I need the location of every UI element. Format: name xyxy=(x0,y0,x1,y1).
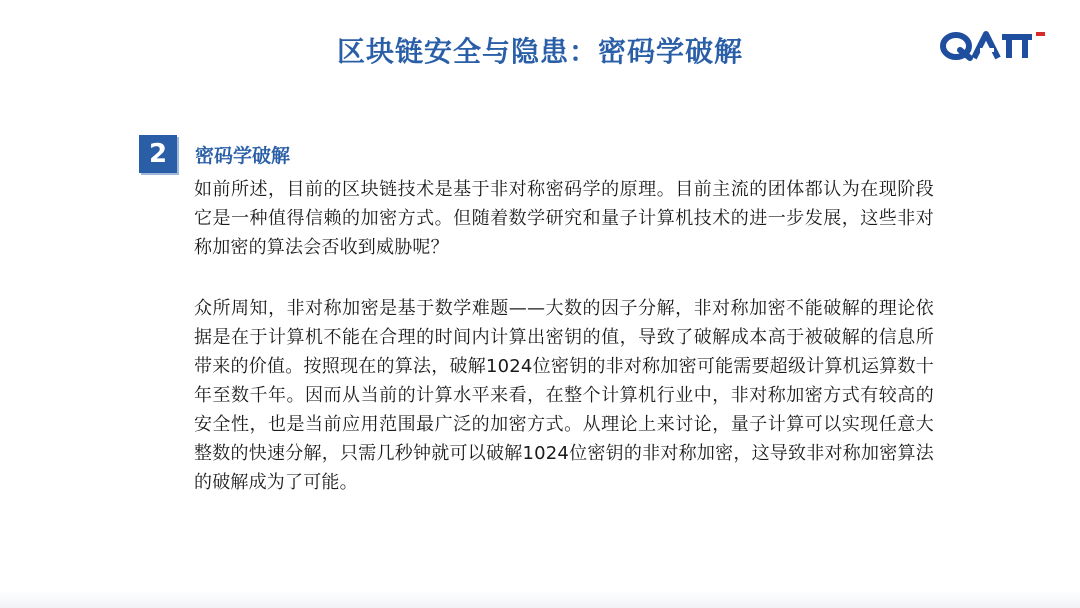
caict-logo xyxy=(940,28,1050,64)
paragraph-detail: 众所周知，非对称加密是基于数学难题——大数的因子分解，非对称加密不能破解的理论依据是在于计算机不能在合理的时间内计算出密钥的值，导致了破解成本高于被破解的信息所带来的价值。按照现在的算法，破解1024位密钥的非对称加密可能需要超级计算机运算数十年至数千年。因而从当前的计算水平来看，在整个计算机行业中，非对称加密方式有较高的安全性，也是当前应用范围最广泛的加密方式。从理论上来讨论，量子计算可以实现任意大整数的快速分解，只需几秒钟就可以破解1024位密钥的非对称加密，这导致非对称加密算法的破解成为了可能。 xyxy=(194,298,934,493)
section-number-badge: 2 xyxy=(139,135,177,173)
section-title: 密码学破解 xyxy=(195,144,291,167)
slide-title: 区块链安全与隐患：密码学破解 xyxy=(336,35,743,68)
paragraph-intro: 如前所述，目前的区块链技术是基于非对称密码学的原理。目前主流的团体都认为在现阶段它是一种值得信赖的加密方式。但随着数学研究和量子计算机技术的进一步发展，这些非对称加密的算法会否收到威胁呢？ xyxy=(194,179,934,258)
section-header xyxy=(139,135,290,173)
bottom-edge-shadow xyxy=(0,590,1080,608)
logo-graphic xyxy=(940,28,1050,64)
